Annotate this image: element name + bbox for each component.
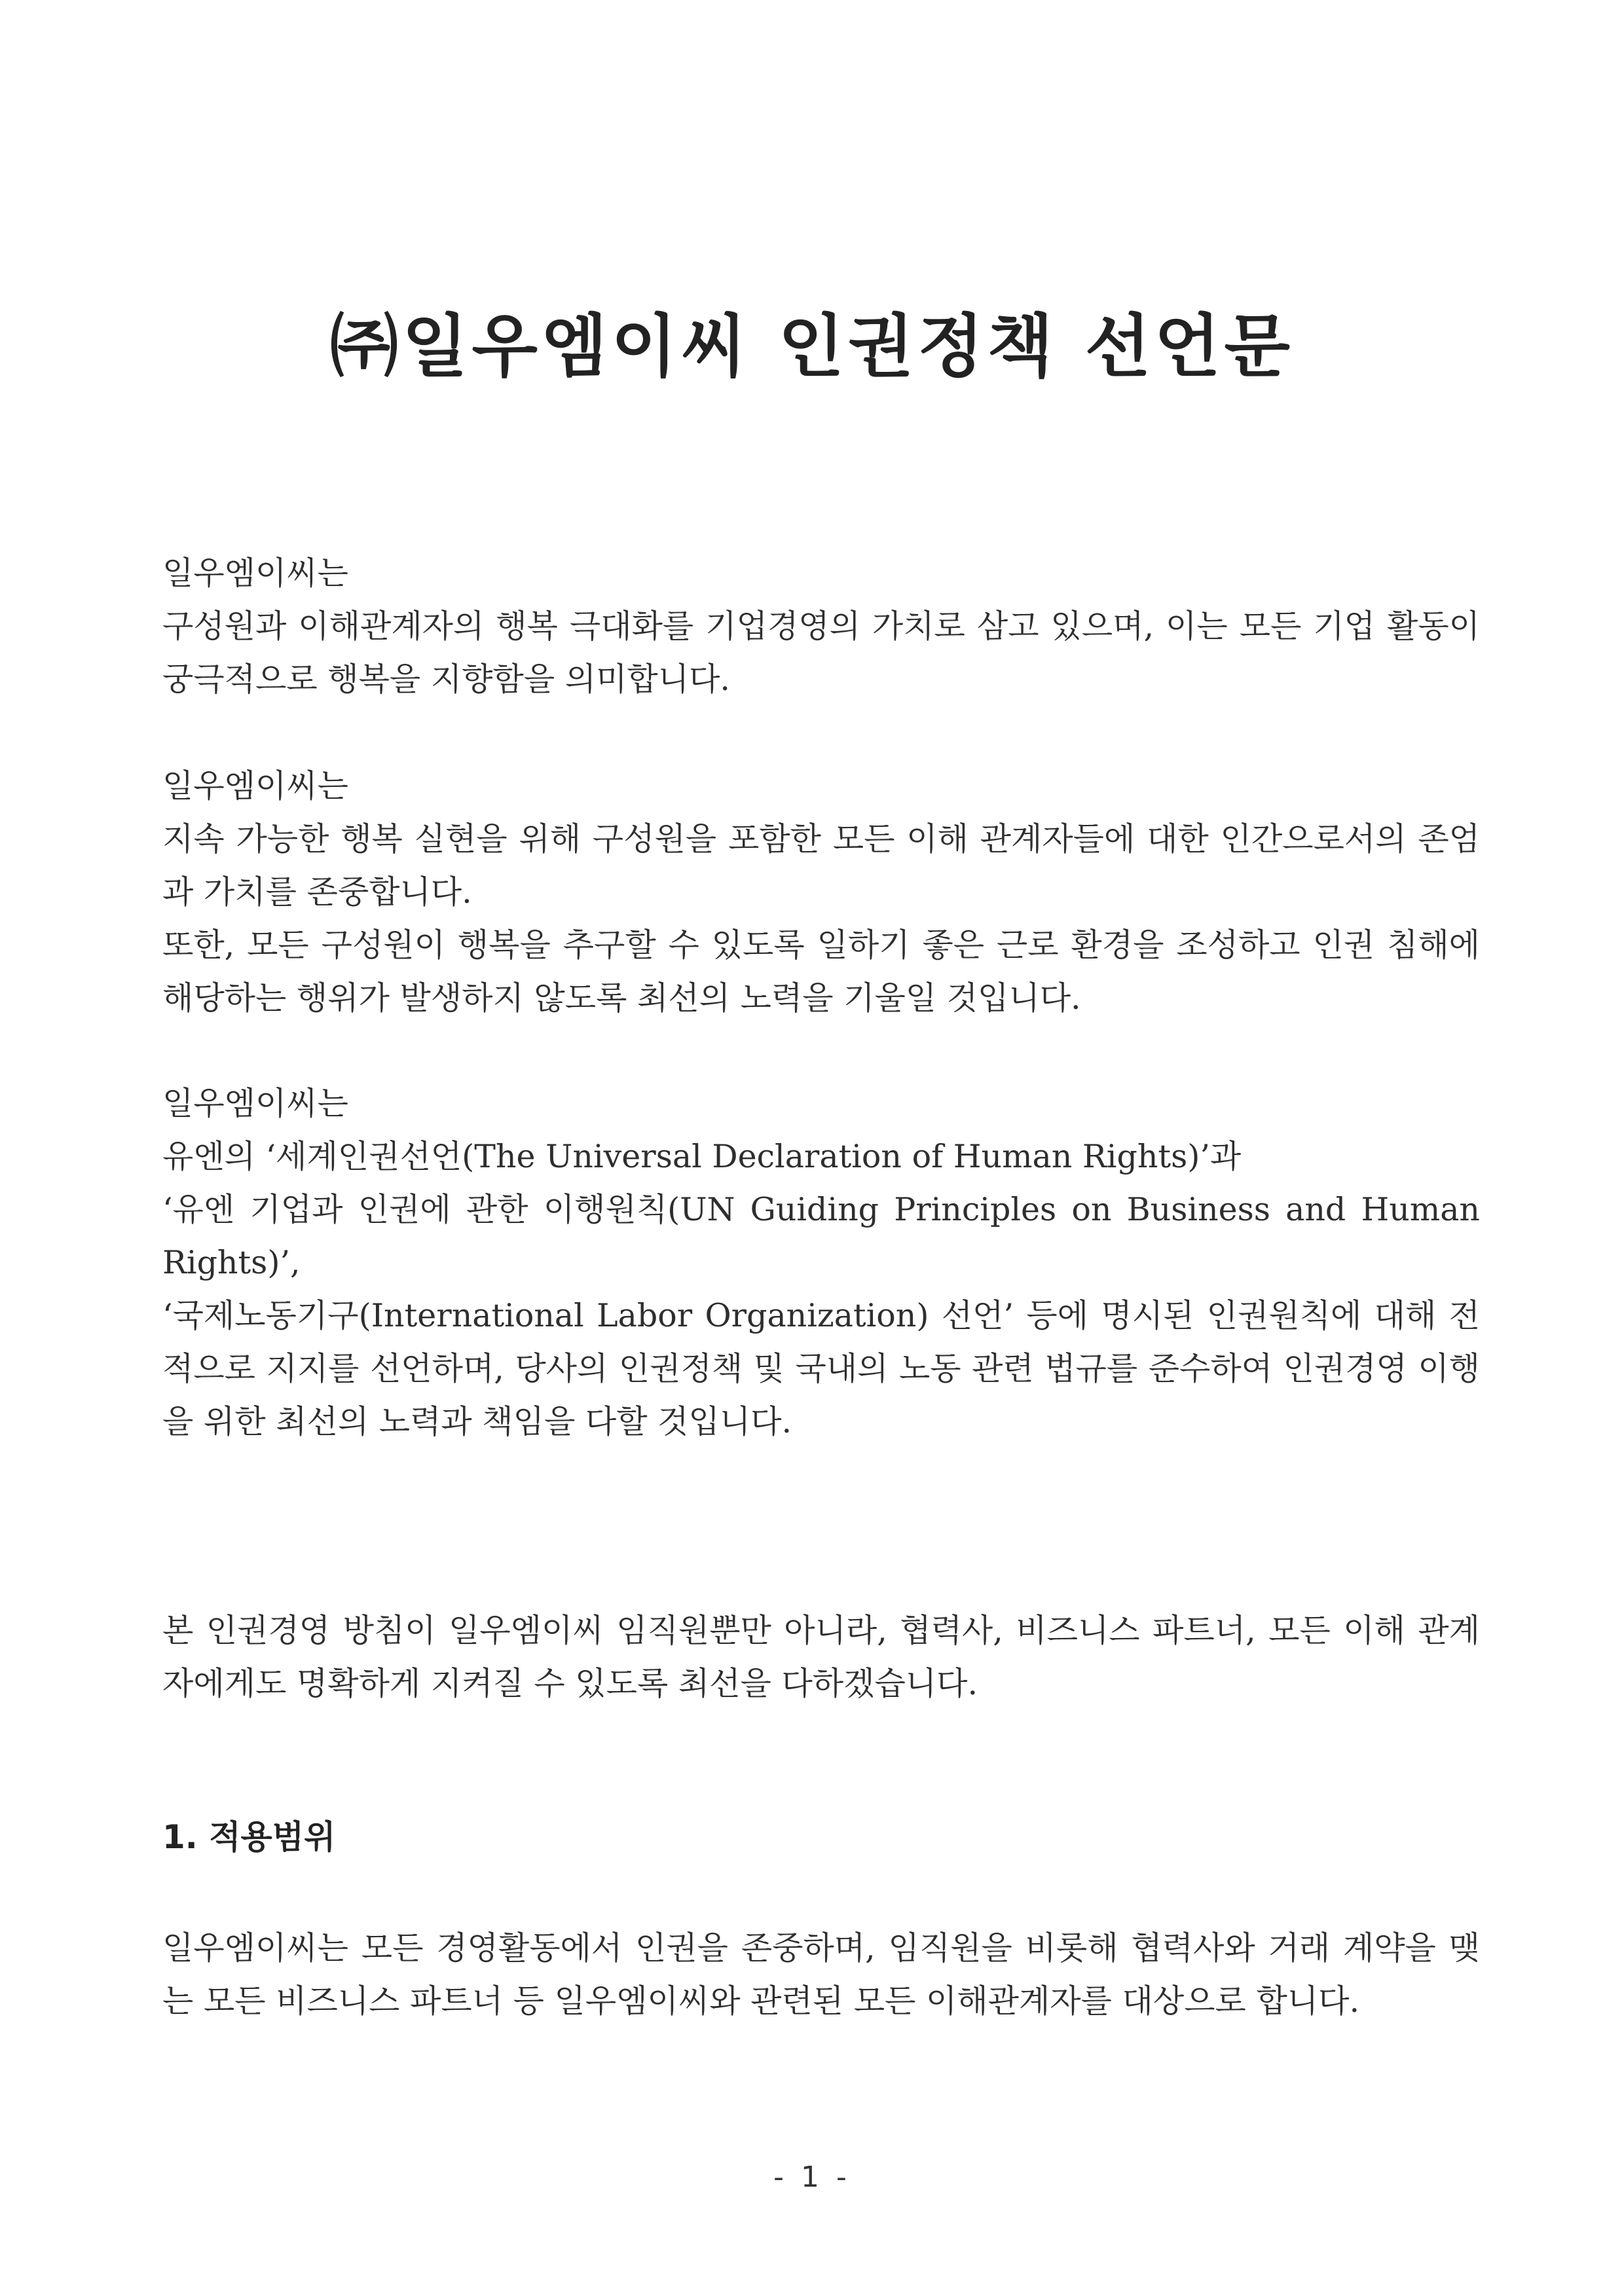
paragraph-scope [162,1922,1480,2028]
paragraph-line: 구성원과 이해관계자의 행복 극대화를 기업경영의 가치로 삼고 있으며, 이는 모든 기업 활동이 궁극적으로 행복을 지향함을 의미합니다. [162,608,1480,698]
section-heading-scope: 1. 적용범위 [162,1818,336,1856]
paragraph-happiness [162,547,1480,706]
paragraph-line: ‘국제노동기구(International Labor Organization) 선언’ 등에 명시된 인권원칙에 대해 전적으로 지지를 선언하며, 당사의 인권정책 및 국내의 노동 관련 법규를 준수하여 인권경영 이행을 위한 최선의 노력과 책임을 다할 것입니다. [162,1297,1480,1440]
paragraph-line: ‘유엔 기업과 인권에 관한 이행원칙(UN Guiding Principles on Business and Human Rights)’, [162,1191,1480,1281]
paragraph-line: 또한, 모든 구성원이 행복을 추구할 수 있도록 일하기 좋은 근로 환경을 조성하고 인권 침해에 해당하는 행위가 발생하지 않도록 최선의 노력을 기울일 것입니다. [162,926,1480,1017]
paragraph-line: 본 인권경영 방침이 일우엠이씨 임직원뿐만 아니라, 협력사, 비즈니스 파트너, 모든 이해 관계자에게도 명확하게 지켜질 수 있도록 최선을 다하겠습니다. [162,1612,1480,1702]
paragraph-line: 지속 가능한 행복 실현을 위해 구성원을 포함한 모든 이해 관계자들에 대한 인간으로서의 존엄과 가치를 존중합니다. [162,820,1480,911]
document-title: ㈜일우엠이씨 인권정책 선언문 [330,306,1294,386]
paragraph-dignity [162,759,1480,1025]
paragraph-line: 일우엠이씨는 모든 경영활동에서 인권을 존중하며, 임직원을 비롯해 협력사와 거래 계약을 맺는 모든 비즈니스 파트너 등 일우엠이씨와 관련된 모든 이해관계자를 대상으로 합니다. [162,1929,1480,2020]
page-number: - 1 - [773,2160,851,2194]
paragraph-line: 유엔의 ‘세계인권선언(The Universal Declaration of Human Rights)’과 [162,1138,1242,1175]
paragraph-line: 일우엠이씨는 [162,767,349,805]
paragraph-un-principles [162,1077,1480,1448]
paragraph-commitment [162,1604,1480,1710]
paragraph-line: 일우엠이씨는 [162,1085,349,1122]
paragraph-line: 일우엠이씨는 [162,555,349,592]
